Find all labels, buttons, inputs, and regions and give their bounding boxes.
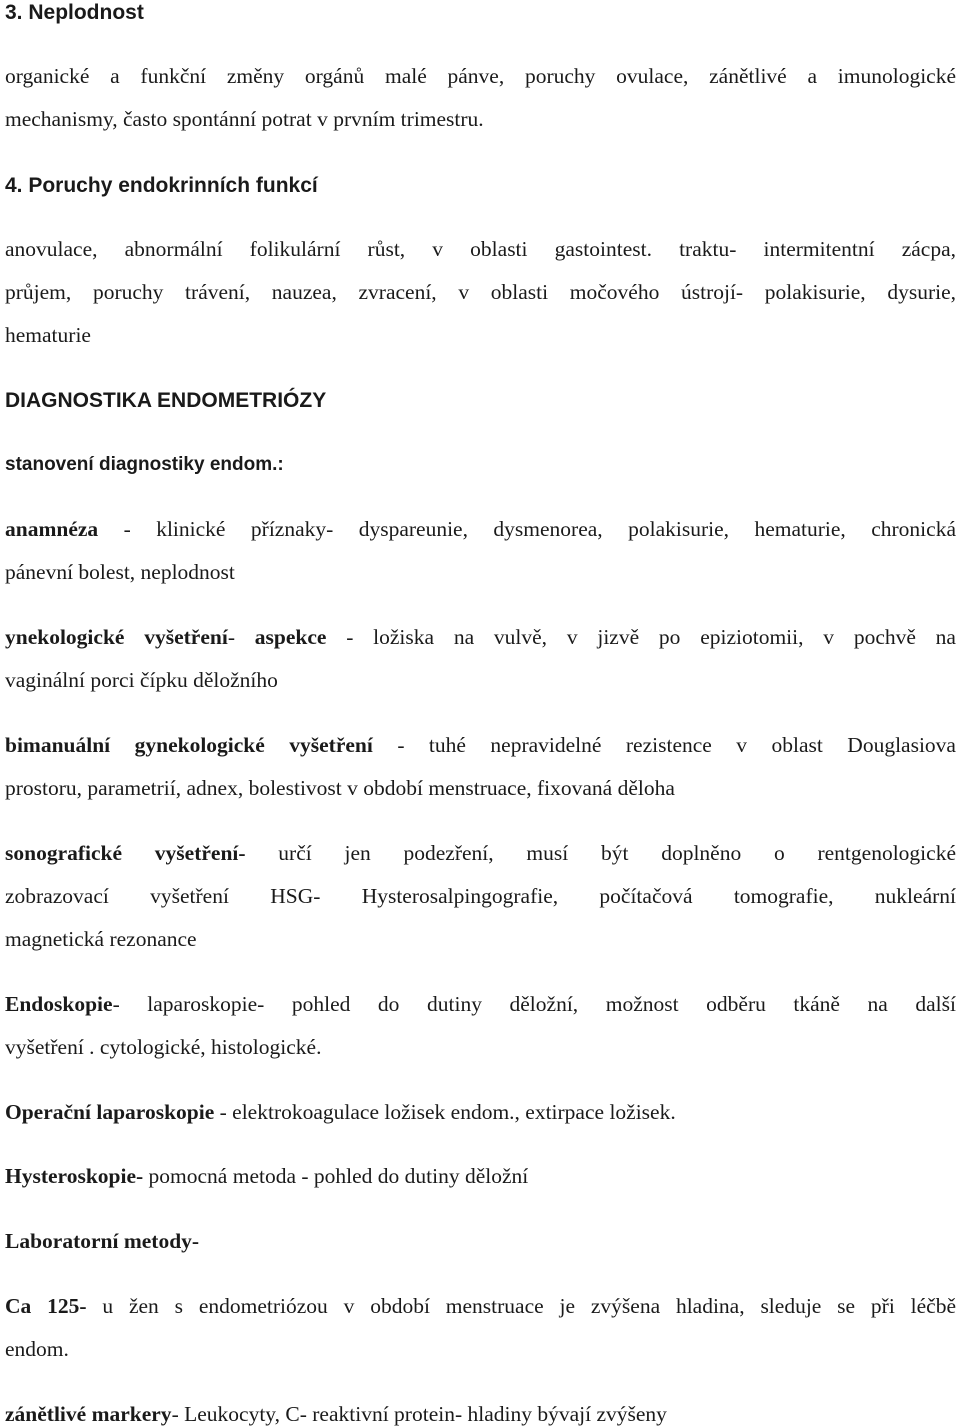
ca125-text: u žen s endometriózou v období menstruace je zvýšena hladina, sleduje se při léčbě: [86, 1294, 956, 1318]
anamnesis-line-2: pánevní bolest, neplodnost: [5, 560, 235, 584]
ca125-line-2: endom.: [5, 1337, 69, 1361]
endoscopy-line-2: vyšetření . cytologické, histologické.: [5, 1035, 322, 1059]
anamnesis-line-1: [5, 519, 956, 541]
inflammatory-markers-line: [5, 1404, 956, 1426]
inflammatory-markers-text: - Leukocyty, C- reaktivní protein- hladiny bývají zvýšeny: [171, 1402, 667, 1426]
operative-laparoscopy-text: - elektrokoagulace ložisek endom., extirpace ložisek.: [214, 1100, 676, 1124]
section-4-line-3: hematurie: [5, 323, 91, 347]
hysteroscopy-text: pomocná metoda - pohled do dutiny děložní: [143, 1164, 529, 1188]
gyn-exam-term: ynekologické vyšetření: [5, 625, 228, 649]
endoscopy-line-1: [5, 994, 956, 1016]
ca125-line-1: [5, 1296, 956, 1318]
sonography-line-1: [5, 843, 956, 865]
operative-laparoscopy-term: Operační laparoskopie: [5, 1100, 215, 1124]
anamnesis-text: - klinické příznaky- dyspareunie, dysmenorea, polakisurie, hematurie, chronická: [98, 517, 956, 541]
bimanual-line-2: prostoru, parametrií, adnex, bolestivost v období menstruace, fixovaná děloha: [5, 776, 675, 800]
gyn-exam-text: - ložiska na vulvě, v jizvě po epiziotomii, v pochvě na: [326, 625, 956, 649]
bimanual-line-1: [5, 735, 956, 757]
gyn-exam-separator: -: [227, 625, 255, 649]
operative-laparoscopy-line: [5, 1102, 956, 1124]
lab-methods-heading: Laboratorní metody-: [5, 1229, 200, 1253]
sonography-text: určí jen podezření, musí být doplněno o rentgenologické: [245, 841, 956, 865]
endoscopy-text: - laparoskopie- pohled do dutiny děložní, možnost odběru tkáně na další: [112, 992, 956, 1016]
section-4-heading: 4. Poruchy endokrinních funkcí: [5, 174, 318, 197]
gyn-exam-line-2: vaginální porci čípku děložního: [5, 668, 278, 692]
gyn-exam-term-aspect: aspekce: [254, 625, 327, 649]
inflammatory-markers-term: zánětlivé markery: [5, 1402, 172, 1426]
section-4-line-2: průjem, poruchy trávení, nauzea, zvracení, v oblasti močového ústrojí- polakisurie, dysurie,: [5, 280, 956, 304]
section-4-line-1: anovulace, abnormální folikulární růst, v oblasti gastointest. traktu- intermitentní zácpa,: [5, 237, 956, 261]
section-3-line-2: mechanismy, často spontánní potrat v prvním trimestru.: [5, 107, 484, 131]
hysteroscopy-line: [5, 1166, 956, 1188]
sonography-term: sonografické vyšetření-: [5, 841, 246, 865]
section-3-heading: 3. Neplodnost: [5, 1, 144, 24]
gyn-exam-line-1: [5, 627, 956, 649]
hysteroscopy-term: Hysteroskopie-: [5, 1164, 144, 1188]
sonography-line-2: zobrazovací vyšetření HSG- Hysterosalpingografie, počítačová tomografie, nukleární: [5, 884, 956, 908]
sonography-line-3: magnetická rezonance: [5, 927, 197, 951]
diagnostics-subheading: stanovení diagnostiky endom.:: [5, 454, 284, 475]
endoscopy-term: Endoskopie: [5, 992, 113, 1016]
section-3-line-1: organické a funkční změny orgánů malé pánve, poruchy ovulace, zánětlivé a imunologické: [5, 64, 956, 88]
ca125-term: Ca 125-: [5, 1294, 87, 1318]
bimanual-term: bimanuální gynekologické vyšetření: [5, 733, 373, 757]
diagnostics-heading: DIAGNOSTIKA ENDOMETRIÓZY: [5, 389, 327, 412]
anamnesis-term: anamnéza: [5, 517, 99, 541]
bimanual-text: - tuhé nepravidelné rezistence v oblast Douglasiova: [372, 733, 956, 757]
